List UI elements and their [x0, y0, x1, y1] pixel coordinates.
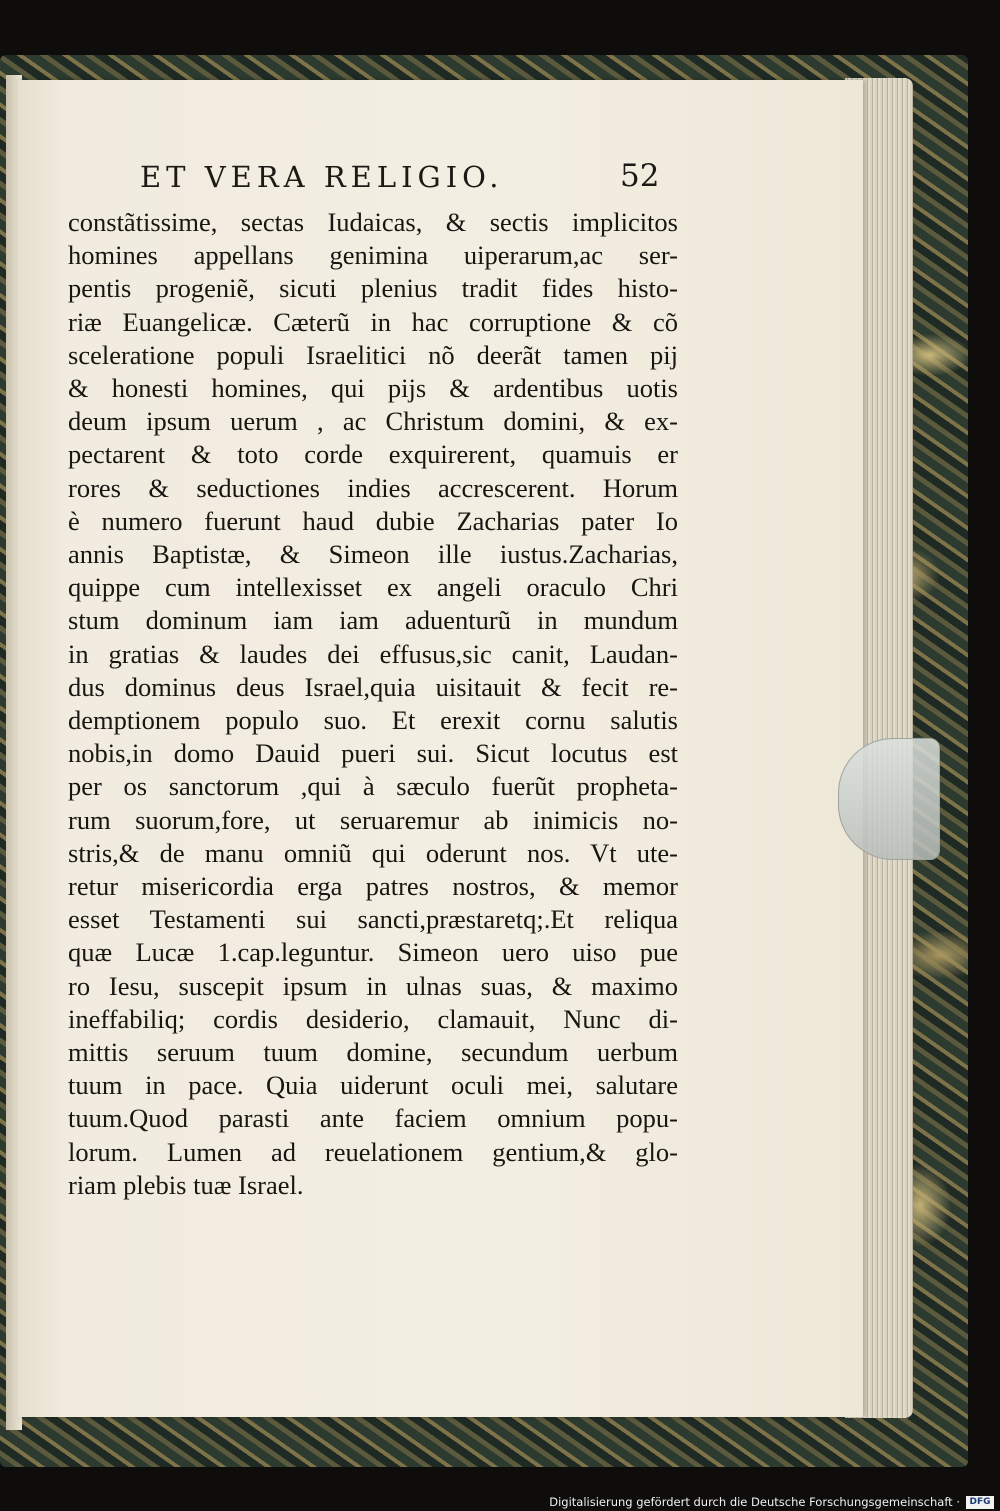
text-line: stum dominum iam iam aduenturũ in mundum [68, 605, 678, 636]
text-line: tuum in pace. Quia uiderunt oculi mei, salutare [68, 1070, 678, 1101]
text-line: rores & seductiones indies accrescerent. Horum [68, 472, 678, 503]
text-line: dus dominus deus Israel,quia uisitauit & fecit re- [68, 671, 678, 702]
text-line: sceleratione populi Israelitici nõ deerãt tamen pij [68, 339, 678, 370]
page-clip-tab [838, 738, 940, 860]
footer-credit: Digitalisierung gefördert durch die Deutsche Forschungsgemeinschaft · [549, 1495, 960, 1509]
dfg-logo: DFG [966, 1496, 994, 1509]
text-line: quæ Lucæ 1.cap.leguntur. Simeon uero uiso pue [68, 937, 678, 968]
text-line: demptionem populo suo. Et erexit cornu salutis [68, 705, 678, 736]
text-line: è numero fuerunt haud dubie Zacharias pater Io [68, 505, 678, 536]
text-line: per os sanctorum ,qui à sæculo fuerũt propheta- [68, 771, 678, 802]
text-line: tuum.Quod parasti ante faciem omnium popu- [68, 1103, 678, 1134]
text-line: ineffabiliq; cordis desiderio, clamauit, Nunc di- [68, 1003, 678, 1034]
text-line: ro Iesu, suscepit ipsum in ulnas suas, & maximo [68, 970, 678, 1001]
text-line: constãtissime, sectas Iudaicas, & sectis implicitos [68, 207, 678, 237]
text-line: annis Baptistæ, & Simeon ille iustus.Zacharias, [68, 539, 678, 570]
text-line: quippe cum intellexisset ex angeli oraculo Chri [68, 572, 678, 603]
text-line: esset Testamenti sui sancti,præstaretq;.Et reliqua [68, 904, 678, 935]
text-line: homines appellans genimina uiperarum,ac ser- [68, 240, 678, 271]
text-line: mittis seruum tuum domine, secundum uerbum [68, 1037, 678, 1068]
body-text [68, 206, 678, 1202]
text-line: & honesti homines, qui pijs & ardentibus uotis [68, 373, 678, 404]
text-line: nobis,in domo Dauid pueri sui. Sicut locutus est [68, 738, 678, 769]
text-line: stris,& de manu omniũ qui oderunt nos. Vt ute- [68, 837, 678, 868]
page-number: 52 [620, 158, 660, 194]
text-line: rum suorum,fore, ut seruaremur ab inimicis no- [68, 804, 678, 835]
running-head: ET VERA RELIGIO. [140, 160, 504, 194]
text-line: pentis progeniẽ, sicuti plenius tradit fides histo- [68, 273, 678, 304]
text-line: riæ Euangelicæ. Cæterũ in hac corruptione & cõ [68, 306, 678, 337]
text-line: deum ipsum uerum , ac Christum domini, & ex- [68, 406, 678, 437]
text-line: lorum. Lumen ad reuelationem gentium,& glo- [68, 1136, 678, 1167]
text-line: retur misericordia erga patres nostros, & memor [68, 871, 678, 902]
text-line: riam plebis tuæ Israel. [68, 1169, 304, 1200]
text-line: in gratias & laudes dei effusus,sic canit, Laudan- [68, 638, 678, 669]
text-line: pectarent & toto corde exquirerent, quamuis er [68, 439, 678, 470]
